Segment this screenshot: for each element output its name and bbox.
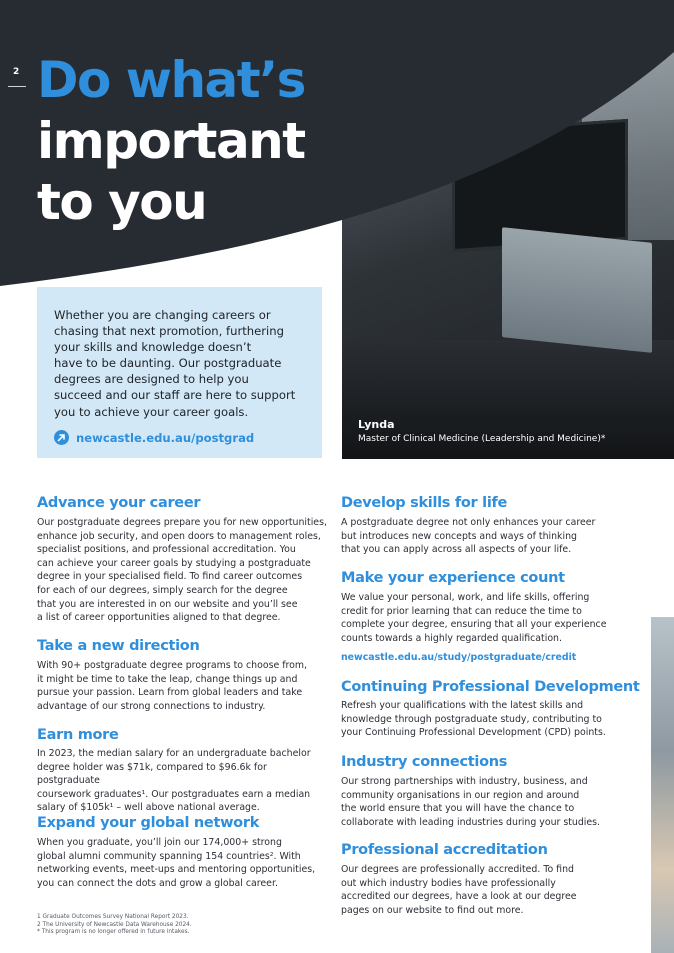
photo-caption-program: Master of Clinical Medicine (Leadership and Medicine)* [358, 434, 606, 444]
headline-line-3: to you [37, 173, 207, 231]
section-body: Our postgraduate degrees prepare you for new opportunities, enhance job security, and open doors to management roles, specialist positions, and professional accreditation. You can achieve your career goals by studying a postgraduate degree in your specialised field. To find career outcomes for each of our degrees, simply search for the degree that you are interested in on our website and you’ll see a list of career opportunities aligned to that degree. [37, 517, 327, 624]
intro-line: succeed and our staff are here to support [54, 388, 296, 403]
intro-line: degrees are designed to help you [54, 372, 249, 387]
arrow-link-icon [54, 430, 69, 445]
intro-line: chasing that next promotion, furthering [54, 324, 284, 339]
page-number: 2 [13, 67, 20, 77]
footnote: 2 The University of Newcastle Data Warehouse 2024. [37, 921, 192, 928]
headline-line-2: important [37, 112, 305, 170]
section-heading: Make your experience count [341, 570, 565, 586]
footnote: * This program is no longer offered in future intakes. [37, 929, 190, 936]
section-heading: Industry connections [341, 754, 508, 770]
footnotes [37, 914, 192, 937]
footnote: 1 Graduate Outcomes Survey National Report 2023. [37, 914, 189, 920]
section-heading: Develop skills for life [341, 495, 508, 511]
postgrad-link[interactable]: newcastle.edu.au/postgrad [76, 431, 255, 445]
section-body: Refresh your qualifications with the latest skills and knowledge through postgraduate study, contributing to your Continuing Professional Development (CPD) points. [341, 700, 606, 739]
section-heading: Expand your global network [37, 815, 260, 831]
intro-text [54, 307, 316, 420]
page-number-rule [8, 86, 26, 87]
section-heading: Professional accreditation [341, 842, 548, 858]
edge-photo [651, 617, 674, 953]
section-body: We value your personal, work, and life skills, offering credit for prior learning that can reduce the time to complete your degree, ensuring that all your experience counts towards a highly regarded qualification. [341, 592, 607, 644]
intro-line: have to be daunting. Our postgraduate [54, 356, 282, 371]
section-body: A postgraduate degree not only enhances your career but introduces new concepts and ways of thinking that you can apply across all aspects of your life. [341, 517, 596, 556]
section-heading: Advance your career [37, 495, 201, 511]
headline-line-1: Do what’s [37, 51, 305, 109]
section-body: When you graduate, you’ll join our 174,000+ strong global alumni community spanning 154 countries². With networking events, meet-ups and mentoring opportunities, you can connect the dots and grow a global career. [37, 837, 316, 889]
section-body: With 90+ postgraduate degree programs to choose from, it might be time to take the leap, change things up and pursue your passion. Learn from global leaders and take advantage of our strong connections to industry. [37, 660, 307, 712]
section-heading: Take a new direction [37, 638, 200, 654]
section-body: Our degrees are professionally accredited. To find out which industry bodies have professionally accredited our degrees, have a look at our degree pages on our website to find out more. [341, 864, 577, 916]
photo-caption-name: Lynda [358, 418, 395, 431]
intro-line: your skills and knowledge doesn’t [54, 340, 252, 355]
credit-link[interactable]: newcastle.edu.au/study/postgraduate/credit [341, 652, 577, 663]
section-body: Our strong partnerships with industry, business, and community organisations in our region and around the world ensure that you will have the chance to collaborate with leading industries during your studies. [341, 776, 601, 828]
section-heading: Earn more [37, 727, 119, 743]
section-heading: Continuing Professional Development [341, 679, 640, 695]
intro-line: you to achieve your career goals. [54, 404, 249, 419]
section-body: In 2023, the median salary for an undergraduate bachelor degree holder was $71k, compared to $96.6k for postgraduate coursework graduates¹. Our postgraduates earn a median salary of $105k¹ – well above national average. [37, 748, 311, 814]
intro-line: Whether you are changing careers or [54, 308, 271, 322]
